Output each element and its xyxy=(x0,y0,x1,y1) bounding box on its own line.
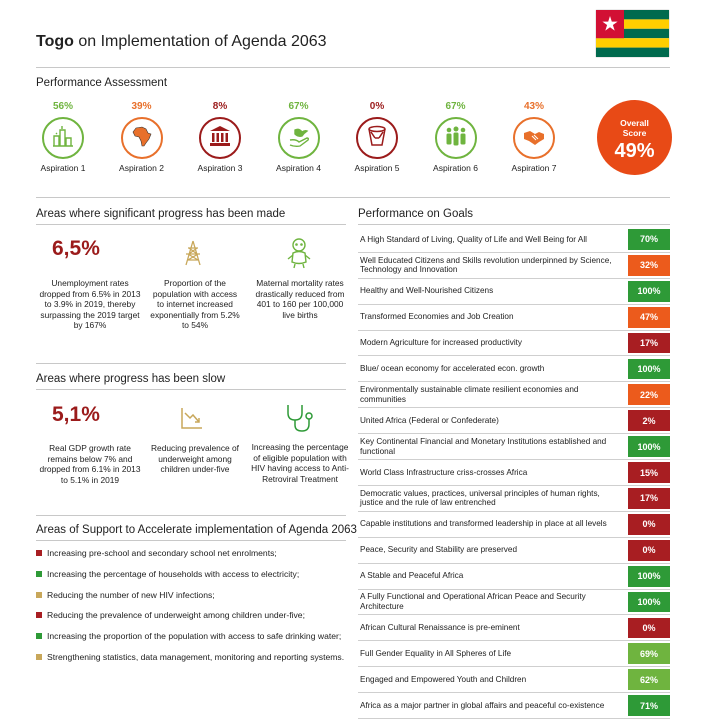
aspiration-label: Aspiration 5 xyxy=(354,163,400,173)
bullet-icon xyxy=(36,612,42,618)
goal-row xyxy=(358,408,670,434)
goal-score: 0% xyxy=(628,540,670,561)
goal-score: 0% xyxy=(628,514,670,535)
aspiration-badge xyxy=(42,117,84,159)
slow-progress-heading: Areas where progress has been slow xyxy=(36,373,226,385)
aspiration-5 xyxy=(342,101,412,173)
aspiration-3 xyxy=(185,101,255,173)
goal-label: A Stable and Peaceful Africa xyxy=(360,571,464,581)
goal-row xyxy=(358,305,670,331)
aspiration-score: 56% xyxy=(52,101,73,112)
aspiration-2 xyxy=(107,101,177,173)
goal-row xyxy=(358,590,670,616)
aspiration-6 xyxy=(421,101,491,173)
aspiration-score: 43% xyxy=(523,101,544,112)
aspiration-score: 39% xyxy=(131,101,152,112)
divider xyxy=(36,363,346,364)
unemployment-text: Unemployment rates dropped from 6.5% in 2013 to 3.9% in 2019, thereby surpassing the 2019 target by 167% xyxy=(39,278,141,331)
goal-score: 70% xyxy=(628,229,670,250)
goals-heading: Performance on Goals xyxy=(358,208,474,220)
baby-icon xyxy=(284,236,314,270)
support-item xyxy=(36,610,344,631)
gdp-growth-stat: 5,1% xyxy=(52,403,100,426)
goal-row xyxy=(358,641,670,667)
goal-row xyxy=(358,357,670,383)
aspiration-score: 67% xyxy=(445,101,466,112)
goal-score: 22% xyxy=(628,384,670,405)
goal-row xyxy=(358,667,670,693)
support-item xyxy=(36,548,344,569)
bullet-icon xyxy=(36,654,42,660)
aspiration-label: Aspiration 2 xyxy=(119,163,164,173)
gdp-growth-text: Real GDP growth rate remains below 7% and dropped from 6.1% in 2013 to 5.1% in 2019 xyxy=(39,443,141,485)
divider xyxy=(36,515,346,516)
aspiration-4 xyxy=(264,101,334,173)
goal-score: 2% xyxy=(628,410,670,431)
support-item-text: Strengthening statistics, data management, monitoring and reporting systems. xyxy=(47,651,345,662)
goal-row xyxy=(358,382,670,408)
support-item xyxy=(36,631,344,652)
goal-row xyxy=(358,512,670,538)
aspiration-1 xyxy=(28,101,98,173)
aspiration-badge xyxy=(278,117,320,159)
goal-label: Capable institutions and transformed leadership in place at all levels xyxy=(360,519,607,529)
aspiration-badge xyxy=(356,117,398,159)
goal-score: 62% xyxy=(628,669,670,690)
bullet-icon xyxy=(36,592,42,598)
support-item xyxy=(36,590,344,611)
goal-row xyxy=(358,564,670,590)
goal-label: Environmentally sustainable climate resilient economies and communities xyxy=(360,385,579,404)
goal-score: 100% xyxy=(628,566,670,587)
goal-label: United Africa (Federal or Confederate) xyxy=(360,415,499,425)
score-label: Score xyxy=(622,128,647,138)
goal-label: Democratic values, practices, universal principles of human rights, justice and the rule of law entrenched xyxy=(360,488,600,508)
goal-score: 47% xyxy=(628,307,670,328)
support-item-text: Increasing pre-school and secondary school net enrolments; xyxy=(47,548,277,558)
goal-row xyxy=(358,538,670,564)
goal-score: 100% xyxy=(628,281,670,302)
transmission-tower-icon xyxy=(178,238,208,268)
goal-label: Blue/ ocean economy for accelerated econ. growth xyxy=(360,364,545,374)
underweight-text: Reducing prevalence of underweight among children under-five xyxy=(151,443,239,475)
support-item-text: Increasing the proportion of the population with access to safe drinking water; xyxy=(47,631,342,642)
drum-icon xyxy=(365,124,389,153)
support-item xyxy=(36,652,344,673)
support-areas-heading: Areas of Support to Accelerate implementation of Agenda 2063 xyxy=(36,524,357,536)
aspiration-badge xyxy=(199,117,241,159)
goal-label: A Fully Functional and Operational African Peace and Security Architecture xyxy=(360,592,586,612)
goal-row xyxy=(358,693,670,719)
goal-label: World Class Infrastructure criss-crosses Africa xyxy=(360,467,528,477)
overall-score-value: 49% xyxy=(614,140,655,162)
support-item-text: Reducing the number of new HIV infections; xyxy=(47,589,215,600)
aspiration-score: 0% xyxy=(369,101,385,112)
aspiration-label: Aspiration 6 xyxy=(433,163,478,173)
aspiration-badge xyxy=(513,117,555,159)
bullet-icon xyxy=(36,633,42,639)
goal-score: 100% xyxy=(628,436,670,457)
goal-label: Engaged and Empowered Youth and Children xyxy=(360,674,527,684)
goal-row xyxy=(358,616,670,642)
goal-label: Transformed Economies and Job Creation xyxy=(360,312,514,322)
internet-access-text: Proportion of the population with access to internet increased exponentially from 5.2% to 54% xyxy=(150,278,240,331)
aspiration-label: Aspiration 1 xyxy=(40,163,86,173)
aspiration-label: Aspiration 4 xyxy=(276,163,321,173)
goal-row xyxy=(358,486,670,512)
support-item-text: Increasing the percentage of households with access to electricity; xyxy=(47,568,300,579)
goal-label: Well Educated Citizens and Skills revolution underpinned by Science, Technology and Innovation xyxy=(360,255,612,275)
aspiration-label: Aspiration 3 xyxy=(197,163,243,173)
aspiration-score: 67% xyxy=(288,101,309,112)
stethoscope-icon xyxy=(282,402,316,434)
goal-row xyxy=(358,434,670,460)
declining-chart-icon xyxy=(178,404,206,432)
page-title: Togo on Implementation of Agenda 2063 xyxy=(36,33,327,50)
goal-label: A High Standard of Living, Quality of Life and Well Being for All xyxy=(360,234,587,244)
significant-progress-heading: Areas where significant progress has been made xyxy=(36,208,286,220)
support-item-text: Reducing the prevalence of underweight among children under-five; xyxy=(47,610,305,621)
goal-score: 69% xyxy=(628,643,670,664)
goal-score: 0% xyxy=(628,618,670,639)
bullet-icon xyxy=(36,550,42,556)
aspiration-badge xyxy=(121,117,163,159)
goal-label: Modern Agriculture for increased productivity xyxy=(360,338,523,348)
goal-row xyxy=(358,227,670,253)
goal-row xyxy=(358,460,670,486)
goal-label: Africa as a major partner in global affairs and peaceful co-existence xyxy=(360,700,605,710)
goal-score: 71% xyxy=(628,695,670,716)
divider xyxy=(36,197,670,198)
handshake-icon xyxy=(522,124,546,153)
goal-score: 17% xyxy=(628,333,670,354)
maternal-mortality-text: Maternal mortality rates drastically reduced from 401 to 160 per 100,000 live births xyxy=(255,278,345,320)
divider xyxy=(36,540,346,541)
goal-score: 17% xyxy=(628,488,670,509)
aspiration-score: 8% xyxy=(212,101,228,112)
goal-score: 100% xyxy=(628,592,670,613)
dove-hand-icon xyxy=(287,124,311,153)
divider xyxy=(36,224,346,225)
city-energy-icon xyxy=(51,124,75,153)
goal-row xyxy=(358,279,670,305)
goal-row xyxy=(358,253,670,279)
support-item xyxy=(36,569,344,590)
overall-score-badge xyxy=(597,100,672,175)
bullet-icon xyxy=(36,571,42,577)
goal-label: Peace, Security and Stability are preserved xyxy=(360,545,518,555)
goal-row xyxy=(358,331,670,357)
goal-label: African Cultural Renaissance is pre-eminent xyxy=(360,623,520,633)
hiv-art-text: Increasing the percentage of eligible population with HIV having access to Anti-Retroviral Treatment xyxy=(251,442,349,484)
unemployment-stat: 6,5% xyxy=(52,237,100,260)
people-icon xyxy=(444,124,468,153)
goal-score: 15% xyxy=(628,462,670,483)
support-list xyxy=(36,548,344,673)
performance-assessment-heading: Performance Assessment xyxy=(36,77,168,89)
goal-score: 32% xyxy=(628,255,670,276)
divider xyxy=(36,67,670,68)
goal-label: Full Gender Equality in All Spheres of Life xyxy=(360,648,512,658)
aspiration-badge xyxy=(435,117,477,159)
goal-label: Key Continental Financial and Monetary Institutions established and functional xyxy=(360,436,607,456)
goal-label: Healthy and Well-Nourished Citizens xyxy=(360,286,494,296)
overall-label: Overall xyxy=(620,118,649,128)
divider xyxy=(36,389,346,390)
goal-score: 100% xyxy=(628,359,670,380)
africa-map-icon xyxy=(130,124,154,153)
aspiration-label: Aspiration 7 xyxy=(511,163,557,173)
divider xyxy=(358,224,670,225)
aspiration-7 xyxy=(499,101,569,173)
togo-flag-icon xyxy=(596,10,669,57)
institution-icon xyxy=(208,124,232,153)
